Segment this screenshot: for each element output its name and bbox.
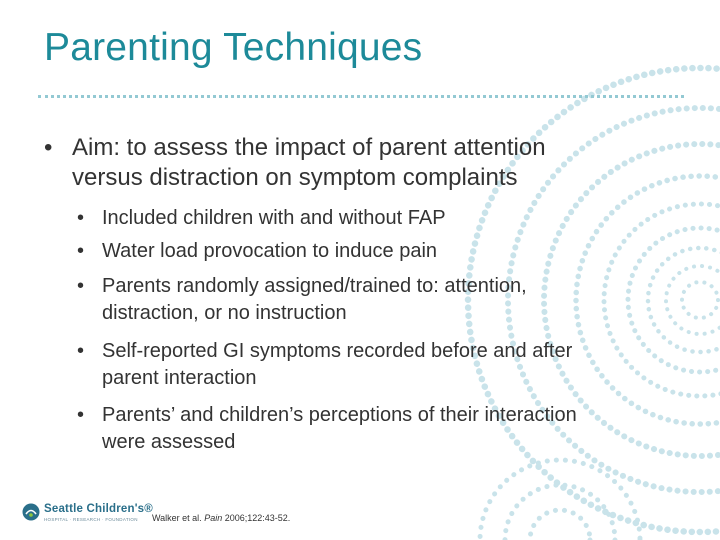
seattle-childrens-logo (22, 503, 162, 529)
main-bullet-line1: Aim: to assess the impact of parent attention (72, 134, 546, 161)
sub-bullet-2 (77, 238, 692, 265)
sub-bullet-text: Included children with and without FAP (102, 207, 446, 229)
main-bullet-line2: versus distraction on symptom complaints (72, 164, 518, 191)
sub-bullet-text: Parents’ and children’s perceptions of their interaction (102, 404, 577, 426)
sub-bullet-text-continued: parent interaction (102, 366, 257, 389)
bullet-dot: • (77, 340, 85, 362)
sub-bullet-text-continued: distraction, or no instruction (102, 301, 347, 324)
citation-journal: Pain (204, 513, 223, 523)
logo-name: Seattle Children's® (44, 503, 153, 515)
sub-bullet-3 (77, 273, 692, 326)
bullet-dot: • (77, 240, 85, 262)
bullet-dot: • (77, 275, 85, 297)
citation (152, 513, 290, 523)
bullet-dot: • (77, 207, 85, 229)
bullet-dot: • (44, 134, 53, 161)
sub-bullet-text: Water load provocation to induce pain (102, 240, 438, 262)
sub-bullet-4 (77, 338, 692, 391)
slide-title: Parenting Techniques (44, 26, 423, 69)
title-divider (38, 95, 684, 98)
sub-bullet-5 (77, 402, 692, 455)
citation-details: 2006;122:43-52. (224, 513, 291, 523)
sub-bullet-text-continued: were assessed (102, 430, 236, 453)
citation-authors: Walker et al. (152, 513, 202, 523)
main-bullet (44, 133, 662, 193)
bullet-dot: • (77, 404, 85, 426)
logo-mark-icon (22, 503, 40, 521)
sub-bullet-1 (77, 205, 692, 232)
logo-subtitle: HOSPITAL · RESEARCH · FOUNDATION (44, 517, 138, 522)
sub-bullet-text: Self-reported GI symptoms recorded before and after (102, 340, 573, 362)
sub-bullet-text: Parents randomly assigned/trained to: attention, (102, 275, 527, 297)
